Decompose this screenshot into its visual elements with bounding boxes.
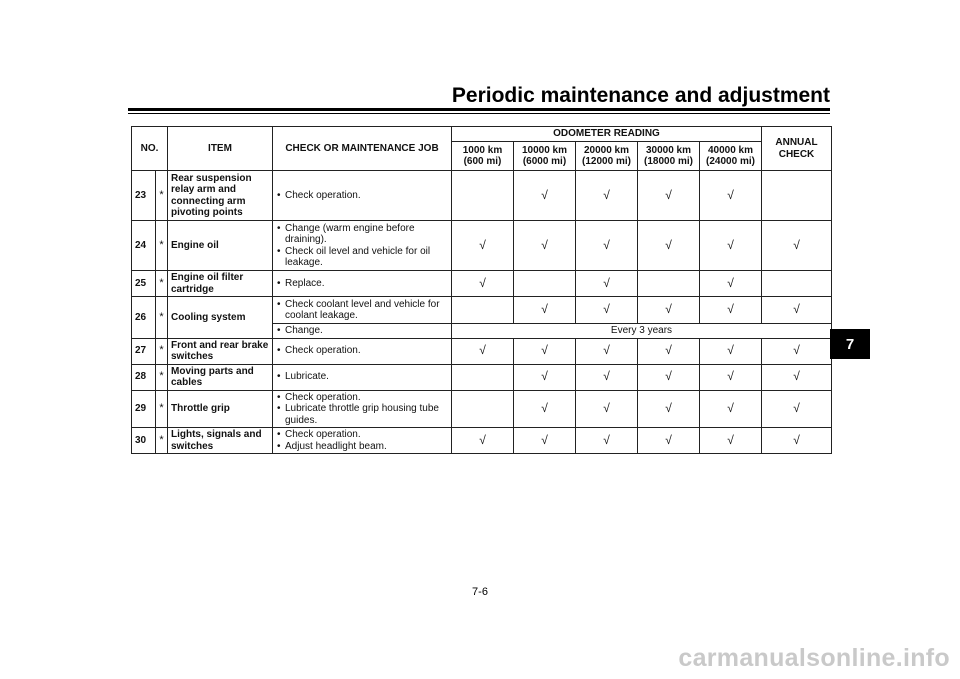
header-job: CHECK OR MAINTENANCE JOB bbox=[273, 127, 452, 171]
header-odometer: ODOMETER READING bbox=[452, 127, 762, 142]
asterisk-mark: * bbox=[156, 390, 168, 428]
empty-cell bbox=[452, 364, 514, 390]
check-mark: √ bbox=[576, 171, 638, 221]
page-number: 7-6 bbox=[472, 586, 488, 598]
check-mark: √ bbox=[576, 364, 638, 390]
job-description bbox=[273, 171, 452, 221]
item-name: Cooling system bbox=[168, 297, 273, 339]
job-bullet: • Check operation. bbox=[276, 345, 448, 357]
asterisk-mark: * bbox=[156, 271, 168, 297]
header-odo-4: 30000 km (18000 mi) bbox=[638, 142, 700, 171]
maintenance-table bbox=[131, 126, 832, 454]
job-bullet: • Change. bbox=[276, 325, 448, 337]
watermark: carmanualsonline.info bbox=[678, 644, 950, 672]
check-mark: √ bbox=[576, 428, 638, 454]
item-name: Moving parts and cables bbox=[168, 364, 273, 390]
header-odo-3: 20000 km (12000 mi) bbox=[576, 142, 638, 171]
check-mark: √ bbox=[576, 338, 638, 364]
title-rule bbox=[128, 108, 830, 111]
title-rule-thin bbox=[128, 113, 830, 114]
check-mark: √ bbox=[514, 297, 576, 324]
check-mark: √ bbox=[514, 364, 576, 390]
header-item: ITEM bbox=[168, 127, 273, 171]
table-row bbox=[132, 390, 832, 428]
empty-cell bbox=[452, 297, 514, 324]
empty-cell bbox=[452, 171, 514, 221]
header-no: NO. bbox=[132, 127, 168, 171]
check-mark: √ bbox=[700, 364, 762, 390]
check-mark: √ bbox=[638, 338, 700, 364]
item-name: Engine oil filter cartridge bbox=[168, 271, 273, 297]
job-bullet: • Check operation. bbox=[276, 392, 448, 404]
check-mark: √ bbox=[514, 338, 576, 364]
check-mark: √ bbox=[576, 271, 638, 297]
row-number: 23 bbox=[132, 171, 156, 221]
table-row bbox=[132, 221, 832, 271]
header-odo-1: 1000 km (600 mi) bbox=[452, 142, 514, 171]
check-mark: √ bbox=[700, 338, 762, 364]
job-bullet: • Replace. bbox=[276, 278, 448, 290]
row-number: 27 bbox=[132, 338, 156, 364]
job-bullet: • Check oil level and vehicle for oil leakage. bbox=[276, 246, 448, 269]
job-description bbox=[273, 364, 452, 390]
check-mark: √ bbox=[576, 297, 638, 324]
asterisk-mark: * bbox=[156, 297, 168, 339]
job-bullet: • Adjust headlight beam. bbox=[276, 441, 448, 453]
job-bullet: • Lubricate throttle grip housing tube guides. bbox=[276, 403, 448, 426]
job-description bbox=[273, 390, 452, 428]
empty-cell bbox=[452, 390, 514, 428]
check-mark: √ bbox=[452, 271, 514, 297]
maintenance-table-body bbox=[132, 171, 832, 454]
job-description bbox=[273, 428, 452, 454]
check-mark: √ bbox=[576, 221, 638, 271]
table-row bbox=[132, 171, 832, 221]
check-mark: √ bbox=[638, 221, 700, 271]
item-name: Throttle grip bbox=[168, 390, 273, 428]
job-bullet: • Change (warm engine before draining). bbox=[276, 223, 448, 246]
check-mark: √ bbox=[638, 297, 700, 324]
check-mark: √ bbox=[700, 390, 762, 428]
check-mark: √ bbox=[700, 297, 762, 324]
empty-cell bbox=[638, 271, 700, 297]
check-mark: √ bbox=[762, 390, 832, 428]
item-name: Rear suspension relay arm and connecting arm pivoting points bbox=[168, 171, 273, 221]
item-name: Engine oil bbox=[168, 221, 273, 271]
chapter-tab: 7 bbox=[830, 329, 870, 359]
check-mark: √ bbox=[762, 338, 832, 364]
check-mark: √ bbox=[700, 221, 762, 271]
check-mark: √ bbox=[638, 364, 700, 390]
asterisk-mark: * bbox=[156, 221, 168, 271]
check-mark: √ bbox=[514, 428, 576, 454]
check-mark: √ bbox=[452, 338, 514, 364]
empty-cell bbox=[762, 271, 832, 297]
asterisk-mark: * bbox=[156, 171, 168, 221]
row-number: 25 bbox=[132, 271, 156, 297]
check-mark: √ bbox=[638, 428, 700, 454]
check-mark: √ bbox=[514, 221, 576, 271]
check-mark: √ bbox=[762, 297, 832, 324]
row-number: 24 bbox=[132, 221, 156, 271]
job-bullet: • Lubricate. bbox=[276, 371, 448, 383]
row-number: 28 bbox=[132, 364, 156, 390]
job-description bbox=[273, 297, 452, 324]
job-description bbox=[273, 271, 452, 297]
page-title: Periodic maintenance and adjustment bbox=[451, 84, 830, 107]
row-number: 30 bbox=[132, 428, 156, 454]
job-bullet: • Check operation. bbox=[276, 190, 448, 202]
check-mark: √ bbox=[700, 428, 762, 454]
table-row bbox=[132, 428, 832, 454]
asterisk-mark: * bbox=[156, 364, 168, 390]
interval-text: Every 3 years bbox=[452, 324, 832, 339]
table-row bbox=[132, 338, 832, 364]
check-mark: √ bbox=[514, 171, 576, 221]
header-odo-5: 40000 km (24000 mi) bbox=[700, 142, 762, 171]
check-mark: √ bbox=[762, 428, 832, 454]
check-mark: √ bbox=[576, 390, 638, 428]
check-mark: √ bbox=[638, 390, 700, 428]
header-annual: ANNUAL CHECK bbox=[762, 127, 832, 171]
job-description bbox=[273, 324, 452, 339]
check-mark: √ bbox=[638, 171, 700, 221]
check-mark: √ bbox=[762, 364, 832, 390]
check-mark: √ bbox=[452, 221, 514, 271]
table-row bbox=[132, 271, 832, 297]
check-mark: √ bbox=[700, 271, 762, 297]
job-bullet: • Check coolant level and vehicle for coolant leakage. bbox=[276, 299, 448, 322]
row-number: 26 bbox=[132, 297, 156, 339]
check-mark: √ bbox=[762, 221, 832, 271]
empty-cell bbox=[514, 271, 576, 297]
item-name: Front and rear brake switches bbox=[168, 338, 273, 364]
job-description bbox=[273, 221, 452, 271]
asterisk-mark: * bbox=[156, 338, 168, 364]
job-description bbox=[273, 338, 452, 364]
job-bullet: • Check operation. bbox=[276, 429, 448, 441]
table-row bbox=[132, 297, 832, 324]
empty-cell bbox=[762, 171, 832, 221]
row-number: 29 bbox=[132, 390, 156, 428]
table-row bbox=[132, 364, 832, 390]
item-name: Lights, signals and switches bbox=[168, 428, 273, 454]
header-odo-2: 10000 km (6000 mi) bbox=[514, 142, 576, 171]
asterisk-mark: * bbox=[156, 428, 168, 454]
check-mark: √ bbox=[700, 171, 762, 221]
check-mark: √ bbox=[514, 390, 576, 428]
check-mark: √ bbox=[452, 428, 514, 454]
